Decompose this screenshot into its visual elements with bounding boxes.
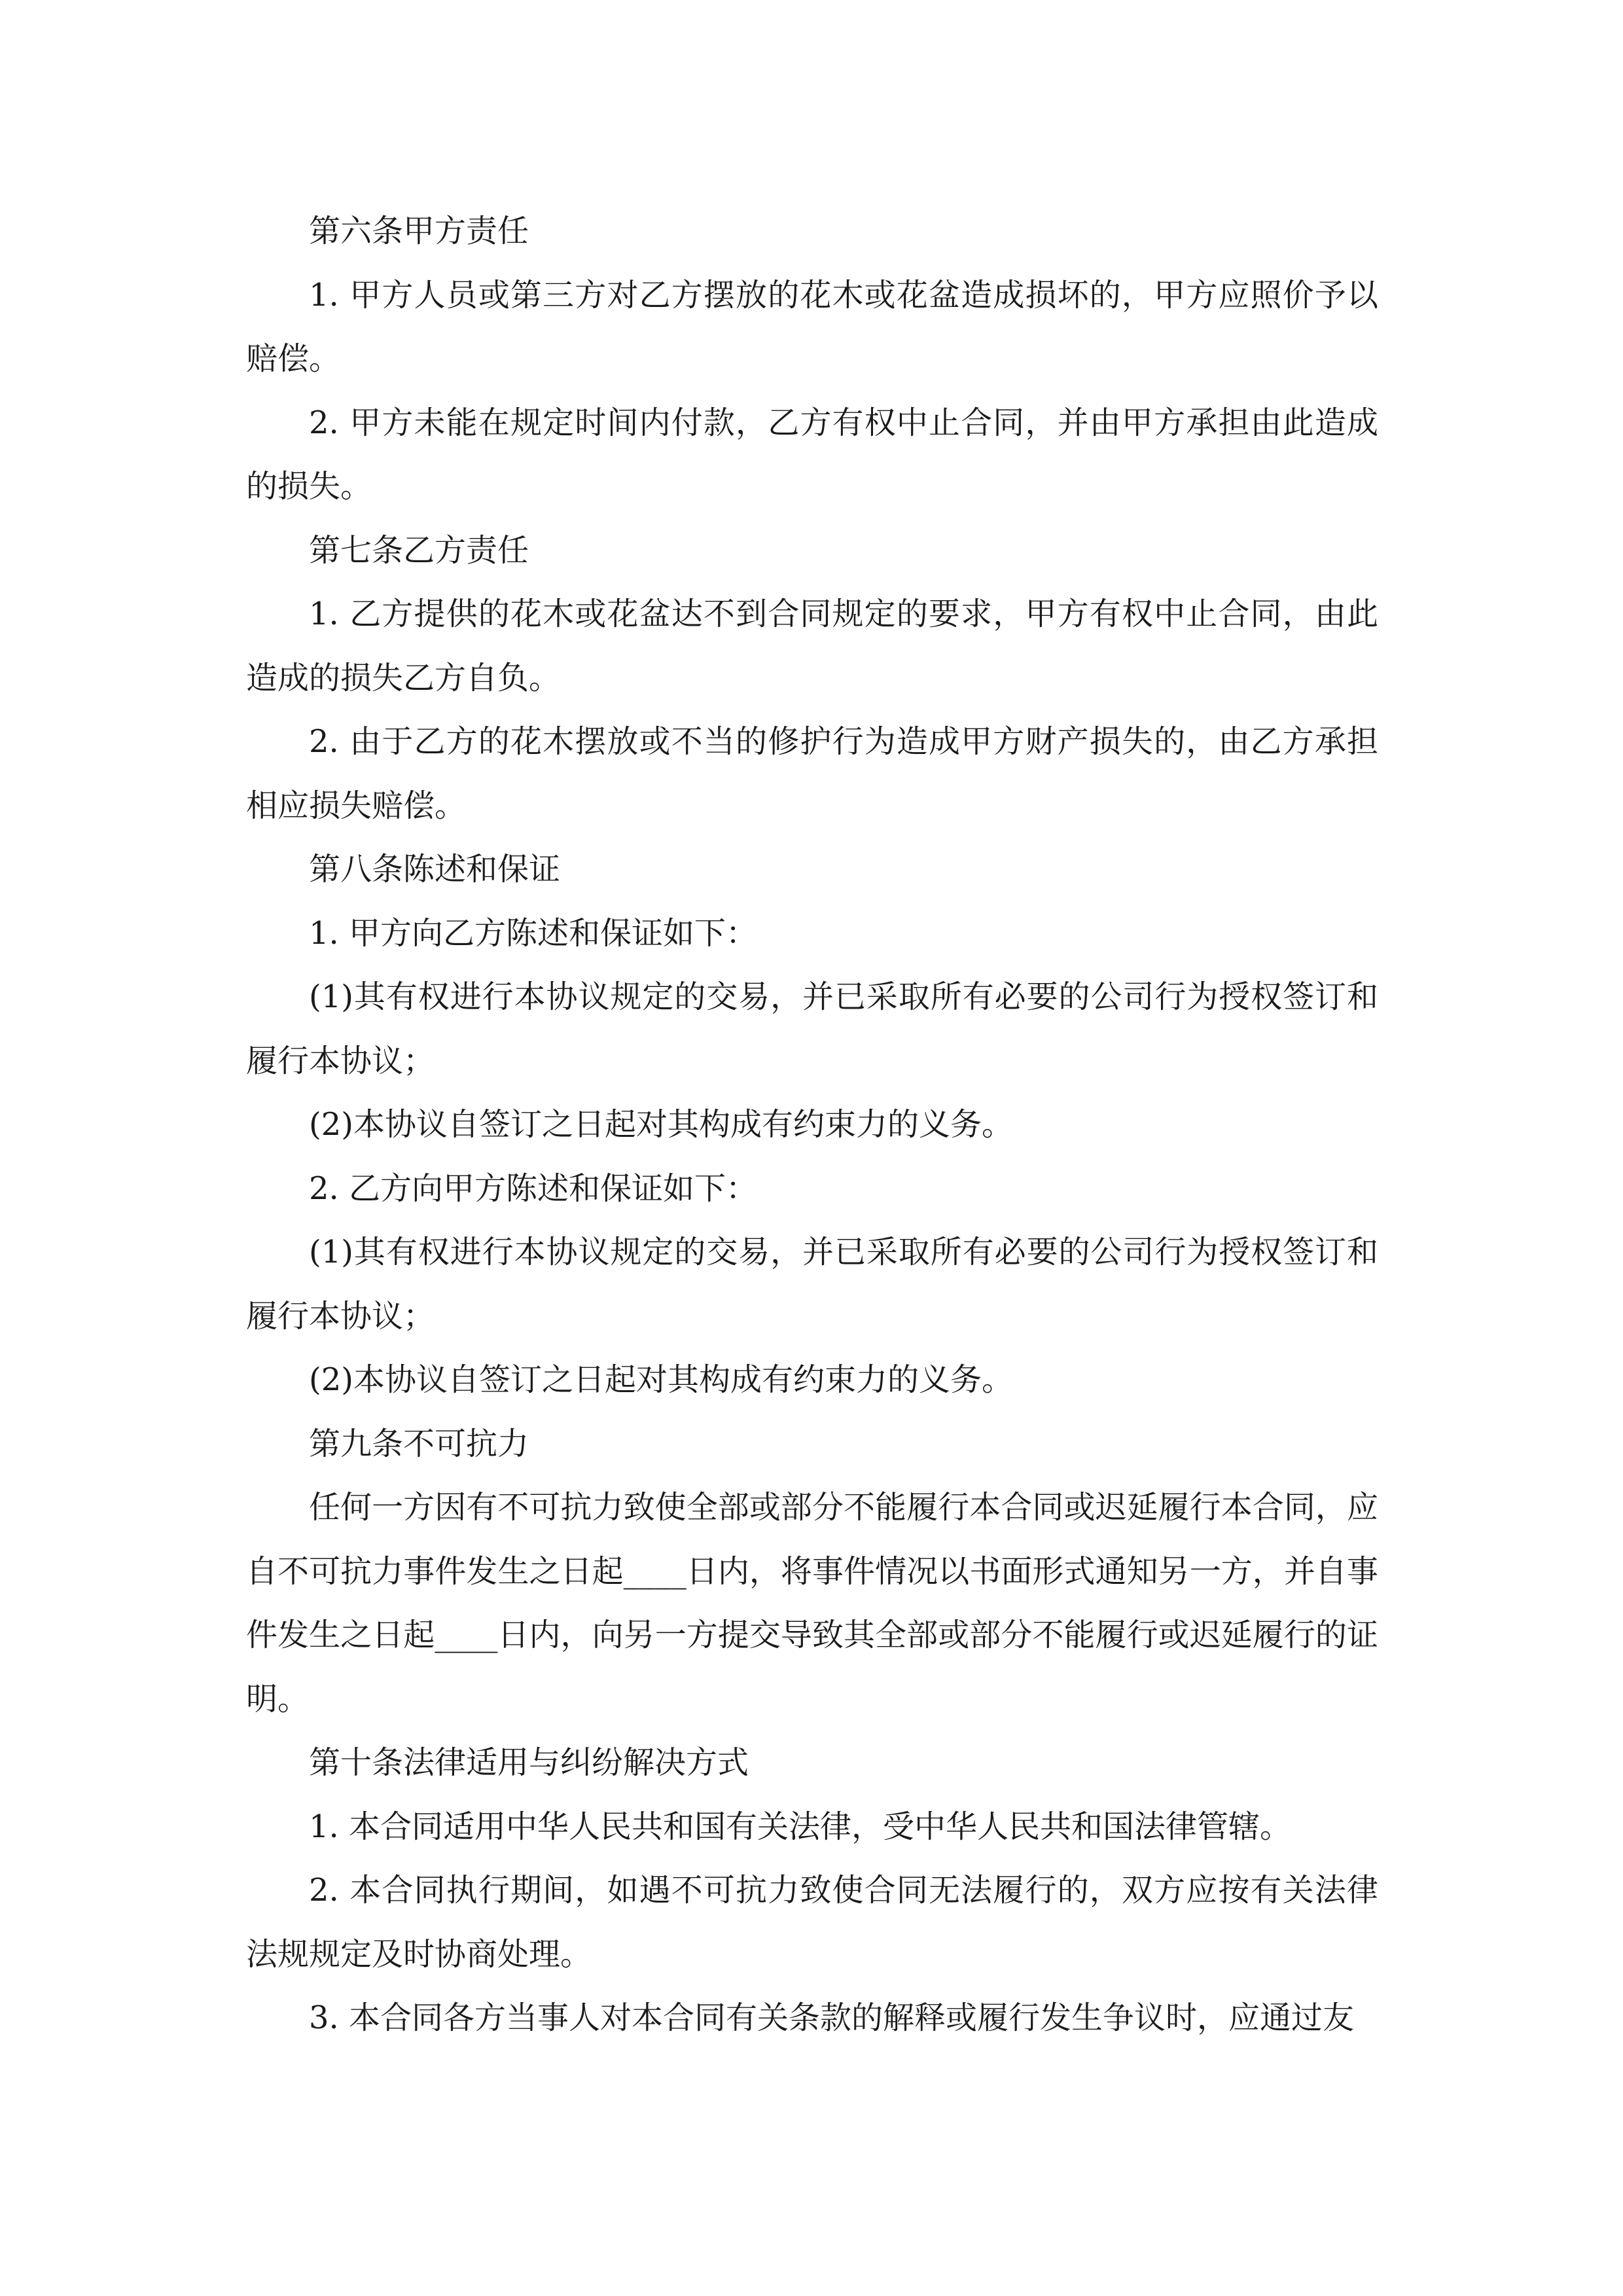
article-10-clause-2: 2. 本合同执行期间，如遇不可抗力致使合同无法履行的，双方应按有关法律法规规定及时协商处理。 (246, 1872, 1378, 1973)
article-6-clause-2: 2. 甲方未能在规定时间内付款，乙方有权中止合同，并由甲方承担由此造成的损失。 (246, 404, 1378, 505)
document-body (246, 200, 1378, 2051)
article-8-clause-2-item-2: (2)本协议自签订之日起对其构成有约束力的义务。 (309, 1361, 1013, 1398)
article-7-heading: 第七条乙方责任 (309, 531, 529, 569)
article-8-clause-1: 1. 甲方向乙方陈述和保证如下： (309, 914, 758, 952)
article-6-heading: 第六条甲方责任 (309, 213, 529, 249)
article-10-heading: 第十条法律适用与纠纷解决方式 (309, 1744, 749, 1781)
article-8-clause-1-item-2: (2)本协议自签订之日起对其构成有约束力的义务。 (309, 1106, 1013, 1143)
article-8-clause-2: 2. 乙方向甲方陈述和保证如下： (309, 1170, 758, 1207)
article-9-heading: 第九条不可抗力 (309, 1425, 529, 1462)
article-6-clause-1: 1. 甲方人员或第三方对乙方摆放的花木或花盆造成损坏的，甲方应照价予以赔偿。 (246, 276, 1378, 377)
article-10-clause-1: 1. 本合同适用中华人民共和国有关法律，受中华人民共和国法律管辖。 (309, 1808, 1292, 1845)
article-10-clause-3: 3. 本合同各方当事人对本合同有关条款的解释或履行发生争议时，应通过友 (309, 2000, 1355, 2036)
article-8-heading: 第八条陈述和保证 (309, 851, 561, 888)
article-7-clause-1: 1. 乙方提供的花木或花盆达不到合同规定的要求，甲方有权中止合同，由此造成的损失乙方自负。 (246, 596, 1378, 696)
article-8-clause-1-item-1: (1)其有权进行本协议规定的交易，并已采取所有必要的公司行为授权签订和履行本协议； (246, 978, 1378, 1079)
article-9-body: 任何一方因有不可抗力致使全部或部分不能履行本合同或迟延履行本合同，应自不可抗力事件发生之日起____日内，将事件情况以书面形式通知另一方，并自事件发生之日起____日内，向另一方提交导致其全部或部分不能履行或迟延履行的证明。 (246, 1489, 1378, 1717)
article-7-clause-2: 2. 由于乙方的花木摆放或不当的修护行为造成甲方财产损失的，由乙方承担相应损失赔偿。 (246, 723, 1378, 824)
article-8-clause-2-item-1: (1)其有权进行本协议规定的交易，并已采取所有必要的公司行为授权签订和履行本协议； (246, 1234, 1378, 1335)
